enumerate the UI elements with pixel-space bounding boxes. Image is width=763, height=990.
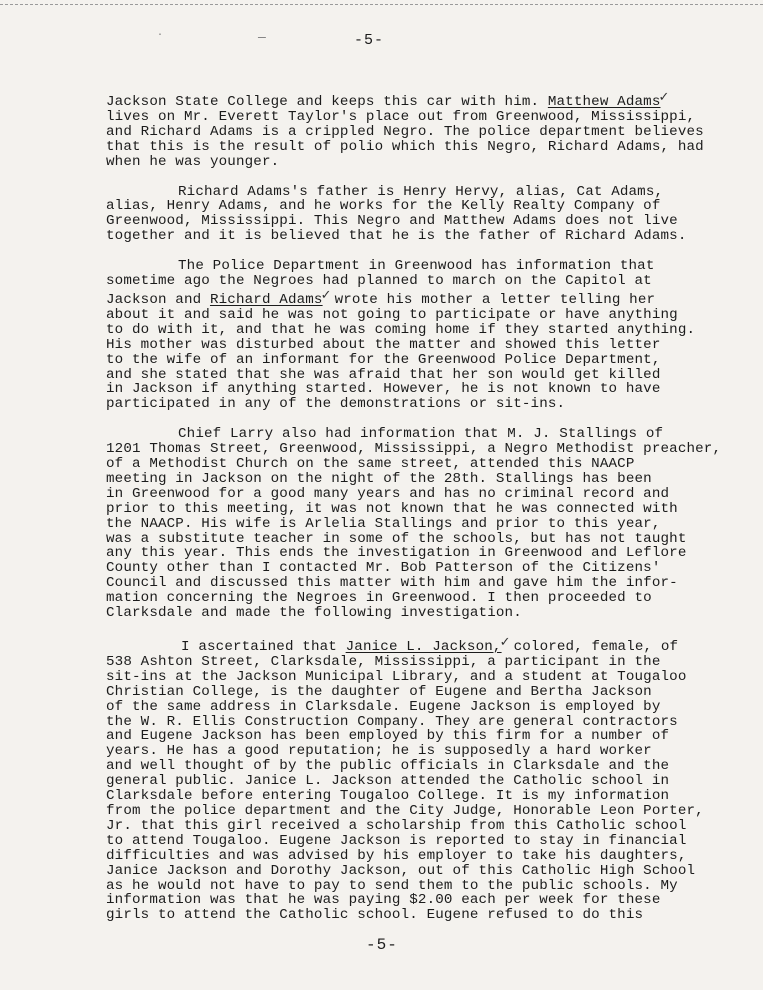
text-line: Richard Adams's father is Henry Hervy, alias, Cat Adams, xyxy=(178,183,664,200)
text-line: lives on Mr. Everett Taylor's place out from Greenwood, Mississippi, xyxy=(106,108,696,125)
text-line: Chief Larry also had information that M. J. Stallings of xyxy=(178,426,664,443)
text-line: His mother was disturbed about the matter and showed this letter xyxy=(106,336,661,353)
text-line: when he was younger. xyxy=(106,153,280,170)
text-line: to the wife of an informant for the Greenwood Police Department, xyxy=(106,351,661,368)
speck-mark: · xyxy=(157,30,164,41)
check-mark-icon: ✓ xyxy=(320,287,332,303)
text-line: in Greenwood for a good many years and has no criminal record and xyxy=(106,485,670,502)
text-line: of the same address in Clarksdale. Eugene Jackson is employed by xyxy=(106,698,661,715)
text-line: of a Methodist Church on the same street, attended this NAACP xyxy=(106,456,635,473)
text-line: County other than I contacted Mr. Bob Patterson of the Citizens' xyxy=(106,560,661,577)
text-line: about it and said he was not going to participate or have anything xyxy=(106,306,678,323)
text-line: Clarksdale before entering Tougaloo College. It is my information xyxy=(106,788,670,805)
paragraph-1 xyxy=(106,91,746,170)
text-line: the W. R. Ellis Construction Company. They are general contractors xyxy=(106,713,678,730)
text-line: difficulties and was advised by his employer to take his daughters, xyxy=(106,847,687,864)
check-mark-icon: ✓ xyxy=(658,90,670,105)
text-line: 538 Ashton Street, Clarksdale, Mississippi, a participant in the xyxy=(106,653,661,670)
text-line: girls to attend the Catholic school. Eugene refused to do this xyxy=(106,907,644,924)
top-edge-rule xyxy=(0,4,763,5)
text-line: prior to this meeting, it was not known that he was connected with xyxy=(106,500,678,517)
underlined-name: Matthew Adams xyxy=(547,94,661,110)
underlined-name: Janice L. Jackson, xyxy=(345,639,502,655)
text-line: together and it is believed that he is the father of Richard Adams. xyxy=(106,228,687,245)
text-line: to attend Tougaloo. Eugene Jackson is reported to stay in financial xyxy=(106,832,687,849)
text-line: sometime ago the Negroes had planned to march on the Capitol at xyxy=(106,273,652,290)
text-line: to do with it, and that he was coming home if they started anything. xyxy=(106,321,696,338)
text-line: 1201 Thomas Street, Greenwood, Mississippi, a Negro Methodist preacher, xyxy=(106,441,722,458)
text-line: Jackson State College and keeps this car with him. Matthew Adams✓ xyxy=(106,91,746,110)
paragraph-4 xyxy=(106,427,746,621)
text-line: meeting in Jackson on the night of the 28th. Stallings has been xyxy=(106,470,652,487)
header-page-number: -5- xyxy=(354,32,385,49)
paragraph-3 xyxy=(106,259,746,412)
text-line: from the police department and the City Judge, Honorable Leon Porter, xyxy=(106,802,704,819)
text-line: and Richard Adams is a crippled Negro. The police department believes xyxy=(106,123,704,140)
text-line: mation concerning the Negroes in Greenwood. I then proceeded to xyxy=(106,590,652,607)
text-line: in Jackson if anything started. However, he is not known to have xyxy=(106,381,661,398)
check-mark-icon: ✓ xyxy=(499,635,511,650)
text-line: was a substitute teacher in some of the schools, but has not taught xyxy=(106,530,687,547)
text-line: Greenwood, Mississippi. This Negro and Matthew Adams does not live xyxy=(106,213,678,230)
text-line: participated in any of the demonstrations or sit-ins. xyxy=(106,396,566,413)
paragraph-5 xyxy=(106,636,746,923)
text-line: the NAACP. His wife is Arlelia Stallings and prior to this year, xyxy=(106,515,661,532)
text-line: years. He has a good reputation; he is supposedly a hard worker xyxy=(106,743,652,760)
text-line: Council and discussed this matter with him and gave him the infor- xyxy=(106,575,678,592)
text-line: as he would not have to pay to send them to the public schools. My xyxy=(106,877,678,894)
text-line: alias, Henry Adams, and he works for the Kelly Realty Company of xyxy=(106,198,661,215)
underlined-name: Richard Adams xyxy=(209,291,323,308)
dash-mark: — xyxy=(258,30,266,45)
text-line: sit-ins at the Jackson Municipal Library, and a student at Tougaloo xyxy=(106,668,687,685)
text-line: and she stated that she was afraid that her son would get killed xyxy=(106,366,661,383)
text-line: Jr. that this girl received a scholarship from this Catholic school xyxy=(106,817,687,834)
footer-page-number: -5- xyxy=(366,936,398,954)
text-line: Jackson and Richard Adams✓ wrote his mother a letter telling her xyxy=(106,287,656,308)
text-line: The Police Department in Greenwood has information that xyxy=(178,258,655,275)
text-line: information was that he was paying $2.00 each per week for these xyxy=(106,892,661,909)
body-text xyxy=(106,91,746,938)
text-line: Janice Jackson and Dorothy Jackson, out of this Catholic High School xyxy=(106,862,696,879)
text-line: that this is the result of polio which this Negro, Richard Adams, had xyxy=(106,138,704,155)
text-line: I ascertained that Janice L. Jackson,✓ colored, female, of xyxy=(181,635,679,655)
text-line: any this year. This ends the investigation in Greenwood and Leflore xyxy=(106,545,687,562)
text-line: Clarksdale and made the following investigation. xyxy=(106,605,522,622)
text-line: and well thought of by the public officials in Clarksdale and the xyxy=(106,758,670,775)
text-line: Christian College, is the daughter of Eugene and Bertha Jackson xyxy=(106,683,652,700)
text-line: and Eugene Jackson has been employed by this firm for a number of xyxy=(106,728,670,745)
text-line: general public. Janice L. Jackson attended the Catholic school in xyxy=(106,773,670,790)
paragraph-2 xyxy=(106,185,746,245)
